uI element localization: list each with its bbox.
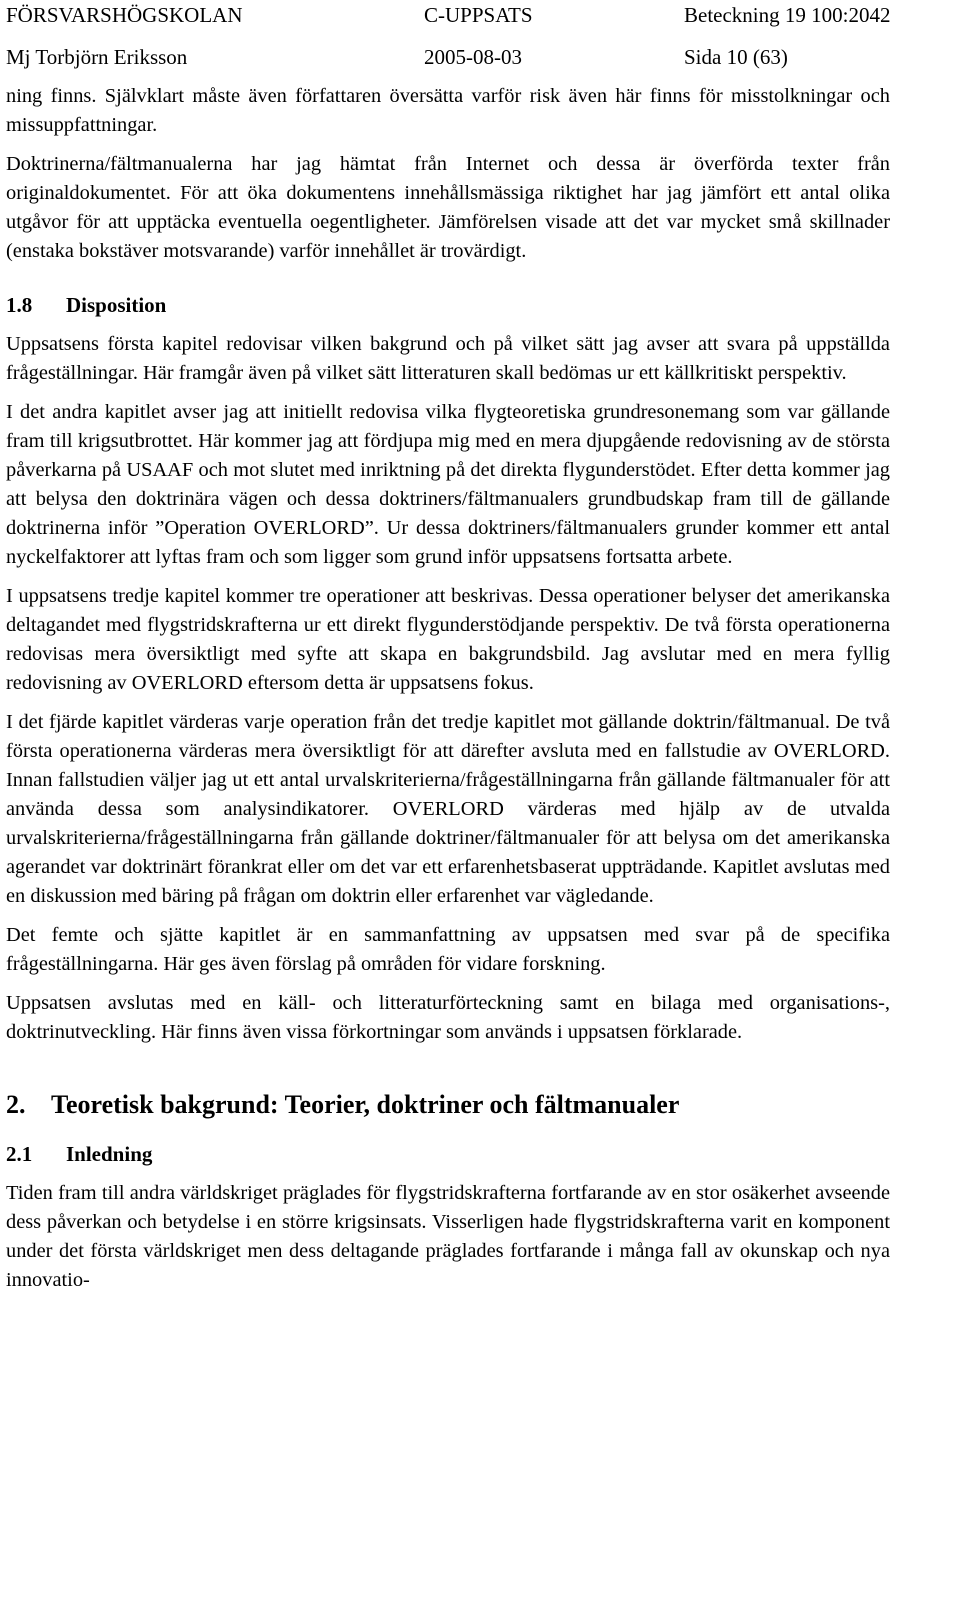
paragraph: I det andra kapitlet avser jag att initiellt redovisa vilka flygteoretiska grundresonemang som var gällande fram till krigsutbrottet. Här kommer jag att fördjupa mig med en mera djupgående redovisning av de största påverkarna på USAAF och mot slutet med inriktning på det direkta flygunderstödet. Efter detta kommer jag att belysa den doktrinära vägen och dessa doktriners/fältmanualers grundbudskap fram till de gällande doktrinerna inför ”Operation OVERLORD”. Ur dessa doktriners/fältmanualers grunder kommer ett antal nyckelfaktorer att lyftas fram och som ligger som grund inför uppsatsens fortsatta arbete. [6,401,890,568]
paragraph: I uppsatsens tredje kapitel kommer tre operationer att beskrivas. Dessa operationer belyser det amerikanska deltagandet med flygstridskrafterna ur ett direkt flygunderstödjande perspektiv. De två första operationerna redovisas mera översiktligt med syfte att skapa en bakgrundsbild. Jag avslutar med en mera fyllig redovisning av OVERLORD eftersom detta är uppsatsens fokus. [6,585,890,694]
header-doc-type: C-UPPSATS [424,3,533,27]
header-row-1 [6,0,890,30]
paragraph: Tiden fram till andra världskriget präglades för flygstridskrafterna fortfarande av en stor osäkerhet avseende dess påverkan och betydelse i en större krigsinsats. Visserligen hade flygstridskrafterna varit en komponent under det första världskriget men dess deltagande präglades fortfarande i många fall av okunskap och nya innovatio- [6,1182,890,1291]
section-title: Inledning [66,1142,153,1166]
header-school: FÖRSVARSHÖGSKOLAN [6,3,243,27]
document-body [6,82,890,1305]
chapter-number: 2. [6,1090,26,1119]
header-row-2 [6,42,890,72]
section-heading-2-1 [6,1133,890,1171]
paragraph: I det fjärde kapitlet värderas varje operation från det tredje kapitlet mot gällande doktrin/fältmanual. De två första operationerna värderas mera översiktligt för att därefter avsluta med en fallstudie av OVERLORD. Innan fallstudien väljer jag ut ett antal urvalskriterierna/frågeställningarna från gällande fältmanualer för att använda dessa som analysindikatorer. OVERLORD värderas med hjälp av de utvalda urvalskriterierna/frågeställningarna från gällande doktriner/fältmanualer för att belysa om det amerikanska agerandet var doktrinärt förankrat eller om det var ett erfarenhetsbaserat uppträdande. Kapitlet avslutas med en diskussion med bäring på frågan om doktrin eller erfarenhet var vägledande. [6,711,890,907]
section-heading-1-8 [6,276,890,322]
section-number: 1.8 [6,293,33,317]
section-title: Disposition [66,293,167,317]
header-date: 2005-08-03 [424,45,522,69]
paragraph: Uppsatsen avslutas med en käll- och litteraturförteckning samt en bilaga med organisations-, doktrinutveckling. Här finns även vissa förkortningar som används i uppsatsen förklarade. [6,992,890,1043]
header-designation: Beteckning 19 100:2042 [684,3,891,27]
paragraph: Uppsatsens första kapitel redovisar vilken bakgrund och på vilket sätt jag avser att svara på uppställda frågeställningar. Här framgår även på vilket sätt litteraturen skall bedömas ur ett källkritiskt perspektiv. [6,333,890,384]
paragraph: Det femte och sjätte kapitlet är en sammanfattning av uppsatsen med svar på de specifika frågeställningarna. Här ges även förslag på områden för vidare forskning. [6,924,890,975]
paragraph: Doktrinerna/fältmanualerna har jag hämtat från Internet och dessa är överförda texter från originaldokumentet. För att öka dokumentens innehållsmässiga riktighet har jag jämfört ett antal olika utgåvor för att upptäcka eventuella oegentligheter. Jämförelsen visade att det var mycket små skillnader (enstaka bokstäver motsvarande) varför innehållet är trovärdigt. [6,153,890,262]
paragraph: ning finns. Självklart måste även författaren översätta varför risk även här finns för misstolkningar och missuppfattningar. [6,85,890,136]
chapter-heading-2 [6,1057,890,1123]
section-number: 2.1 [6,1142,33,1166]
header-author: Mj Torbjörn Eriksson [6,45,188,69]
document-page [6,0,891,1291]
header-page-number: Sida 10 (63) [684,45,788,69]
chapter-title: Teoretisk bakgrund: Teorier, doktriner och fältmanualer [51,1090,680,1119]
